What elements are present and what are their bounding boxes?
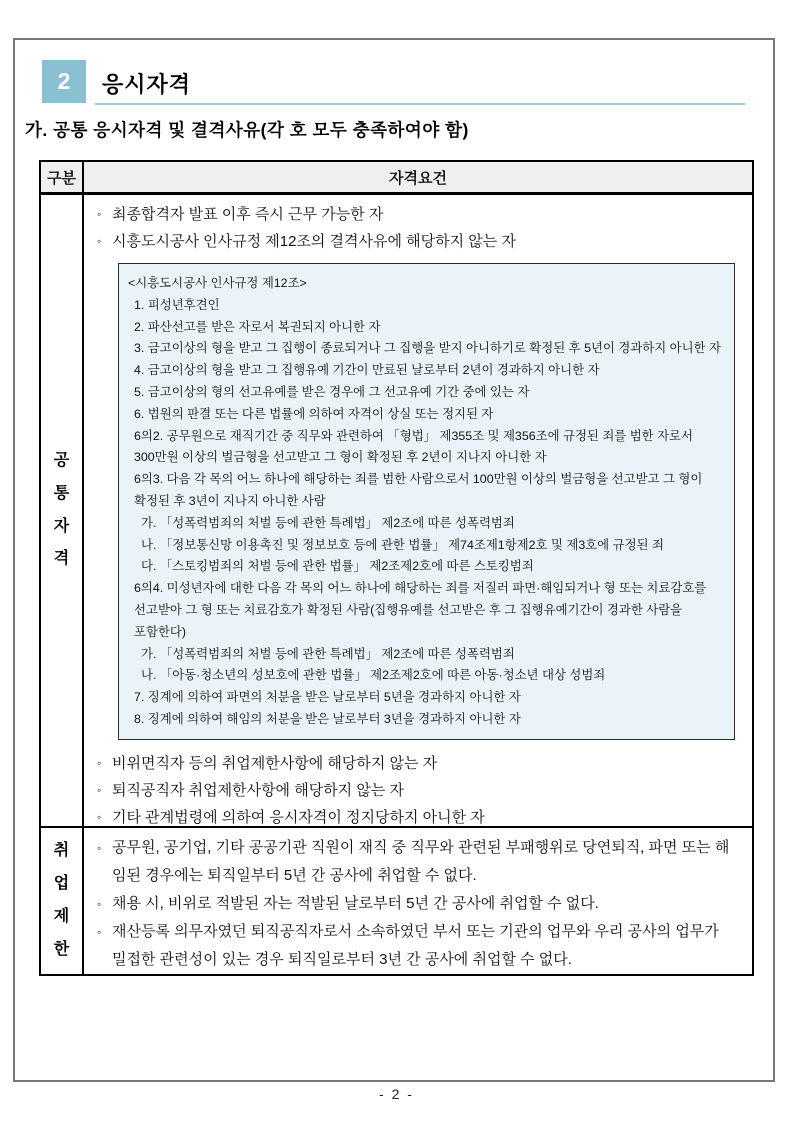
circle-bullet-icon: ◦ bbox=[97, 810, 102, 824]
rule-line-text: 2. 파산선고를 받은 자로서 복권되지 아니한 자 bbox=[134, 319, 381, 334]
rule-line-text: 4. 금고이상의 형을 받고 그 집행유예 기간이 만료된 날로부터 2년이 경과하지 아니한 자 bbox=[134, 363, 600, 378]
rule-line bbox=[125, 404, 728, 426]
rule-line bbox=[125, 665, 728, 687]
list-item bbox=[97, 750, 752, 777]
circle-bullet-icon: ◦ bbox=[97, 234, 102, 248]
list-item-text: 퇴직공직자 취업제한사항에 해당하지 않는 자 bbox=[112, 782, 404, 799]
rule-line-text: 확정된 후 3년이 지나지 아니한 사람 bbox=[134, 493, 326, 508]
rule-line-text: 가. 「성폭력범죄의 처벌 등에 관한 특례법」 제2조에 따른 성폭력범죄 bbox=[141, 515, 515, 530]
rule-line-text: 나. 「아동·청소년의 성보호에 관한 법률」 제2조제2호에 따른 아동·청소년 대상 성범죄 bbox=[141, 668, 606, 683]
section-header bbox=[42, 60, 191, 103]
list-item bbox=[97, 201, 752, 228]
table-row-employment-restriction bbox=[41, 826, 752, 974]
circle-bullet-icon: ◦ bbox=[97, 783, 102, 797]
rule-line bbox=[125, 338, 728, 360]
column-header-category: 구분 bbox=[41, 162, 84, 192]
category-label-employment: 취업제한 bbox=[53, 842, 70, 958]
table-header-row bbox=[41, 162, 752, 195]
rule-line-text: 가. 「성폭력범죄의 처벌 등에 관한 특례법」 제2조에 따른 성폭력범죄 bbox=[141, 646, 515, 661]
circle-bullet-icon: ◦ bbox=[97, 897, 102, 911]
rule-line bbox=[125, 709, 728, 731]
list-item bbox=[97, 777, 752, 804]
rule-line-text: 6의2. 공무원으로 재직기간 중 직무와 관련하여 「형법」 제355조 및 제356조에 규정된 죄를 범한 자로서 bbox=[134, 428, 694, 443]
table-row-common-qualification bbox=[41, 195, 752, 826]
list-item bbox=[97, 834, 752, 890]
category-cell-common bbox=[41, 195, 84, 826]
list-item-text: 공무원, 공기업, 기타 공공기관 직원이 재직 중 직무와 관련된 부패행위로 당연퇴직, 파면 또는 해임된 경우에는 퇴직일부터 5년 간 공사에 취업할 수 없다. bbox=[112, 839, 730, 884]
rule-line-text: 다. 「스토킹범죄의 처벌 등에 관한 법률」 제2조제2호에 따른 스토킹범죄 bbox=[141, 559, 534, 574]
rule-line bbox=[125, 273, 728, 295]
rule-line-text: 선고받아 그 형 또는 치료감호가 확정된 사람(집행유예를 선고받은 후 그 집행유예기간이 경과한 사람을 bbox=[134, 602, 683, 617]
subsection-heading: 가. 공통 응시자격 및 결격사유(각 호 모두 충족하여야 함) bbox=[25, 120, 469, 140]
rule-line-text: 1. 피성년후견인 bbox=[134, 297, 220, 312]
circle-bullet-icon: ◦ bbox=[97, 925, 102, 939]
rule-line-text: 5. 금고이상의 형의 선고유예를 받은 경우에 그 선고유예 기간 중에 있는 자 bbox=[134, 384, 530, 399]
rule-line bbox=[125, 644, 728, 666]
category-label-common: 공통자격 bbox=[53, 451, 70, 568]
circle-bullet-icon: ◦ bbox=[97, 756, 102, 770]
circle-bullet-icon: ◦ bbox=[97, 841, 102, 855]
rule-line bbox=[125, 578, 728, 600]
rule-line bbox=[125, 556, 728, 578]
rule-line-text: 7. 징계에 의하여 파면의 처분을 받은 날로부터 5년을 경과하지 아니한 자 bbox=[134, 690, 521, 705]
rule-line-text: 6의3. 다음 각 목의 어느 하나에 해당하는 죄를 범한 사람으로서 100만원 이상의 벌금형을 선고받고 그 형이 bbox=[134, 472, 703, 487]
rule-line-text: 3. 금고이상의 형을 받고 그 집행이 종료되거나 그 집행을 받지 아니하기로 확정된 후 5년이 경과하지 아니한 자 bbox=[134, 341, 721, 356]
rule-line-text: 포함한다) bbox=[134, 624, 187, 639]
title-underline-divider bbox=[95, 103, 745, 105]
circle-bullet-icon: ◦ bbox=[97, 207, 102, 221]
list-item-text: 기타 관계법령에 의하여 응시자격이 정지당하지 아니한 자 bbox=[112, 809, 485, 826]
rule-line bbox=[125, 317, 728, 339]
rule-line-text: 6의4. 미성년자에 대한 다음 각 목의 어느 하나에 해당하는 죄를 저질러 파면·해임되거나 형 또는 치료감호를 bbox=[134, 581, 707, 596]
qualification-table bbox=[39, 160, 754, 976]
rule-line bbox=[125, 535, 728, 557]
list-item-text: 재산등록 의무자였던 퇴직공직자로서 소속하였던 부서 또는 기관의 업무와 우리 공사의 업무가 밀접한 관련성이 있는 경우 퇴직일로부터 3년 간 공사에 취업할 수 없다. bbox=[112, 923, 719, 968]
requirements-cell-common bbox=[84, 195, 752, 826]
list-item bbox=[97, 228, 752, 255]
rule-line bbox=[125, 600, 728, 622]
column-header-requirements: 자격요건 bbox=[389, 169, 447, 187]
rule-line bbox=[125, 360, 728, 382]
rule-line bbox=[125, 295, 728, 317]
section-title: 응시자격 bbox=[102, 72, 192, 97]
rule-line bbox=[125, 382, 728, 404]
rule-line bbox=[125, 426, 728, 448]
list-item bbox=[97, 804, 752, 826]
personnel-rule-box bbox=[118, 263, 735, 740]
list-item-text: 최종합격자 발표 이후 즉시 근무 가능한 자 bbox=[112, 206, 384, 223]
bullet-list-bottom bbox=[97, 750, 752, 826]
requirements-cell-employment bbox=[84, 828, 752, 974]
list-item-text: 채용 시, 비위로 적발된 자는 적발된 날로부터 5년 간 공사에 취업할 수 없다. bbox=[112, 895, 599, 912]
list-item-text: 시흥도시공사 인사규정 제12조의 결격사유에 해당하지 않는 자 bbox=[112, 233, 516, 250]
rule-line-text: 6. 법원의 판결 또는 다른 법률에 의하여 자격이 상실 또는 정지된 자 bbox=[134, 406, 494, 421]
bullet-list-top bbox=[97, 201, 752, 255]
section-number-badge: 2 bbox=[42, 60, 86, 103]
rule-line bbox=[125, 622, 728, 644]
rule-line bbox=[125, 491, 728, 513]
rule-line-text: 300만원 이상의 벌금형을 선고받고 그 형이 확정된 후 2년이 지나지 아니한 자 bbox=[134, 450, 547, 465]
list-item-text: 비위면직자 등의 취업제한사항에 해당하지 않는 자 bbox=[112, 755, 438, 772]
category-cell-employment bbox=[41, 828, 84, 974]
rule-line bbox=[125, 687, 728, 709]
list-item bbox=[97, 890, 752, 918]
rule-line bbox=[125, 469, 728, 491]
list-item bbox=[97, 918, 752, 974]
rule-line bbox=[125, 447, 728, 469]
page-number: - 2 - bbox=[379, 1086, 414, 1102]
rule-line-text: 8. 징계에 의하여 해임의 처분을 받은 날로부터 3년을 경과하지 아니한 자 bbox=[134, 711, 521, 726]
rule-line bbox=[125, 513, 728, 535]
rule-line-text: <시흥도시공사 인사규정 제12조> bbox=[128, 276, 307, 290]
rule-line-text: 나. 「정보통신망 이용촉진 및 정보보호 등에 관한 법률」 제74조제1항제2호 및 제3호에 규정된 죄 bbox=[141, 537, 664, 552]
